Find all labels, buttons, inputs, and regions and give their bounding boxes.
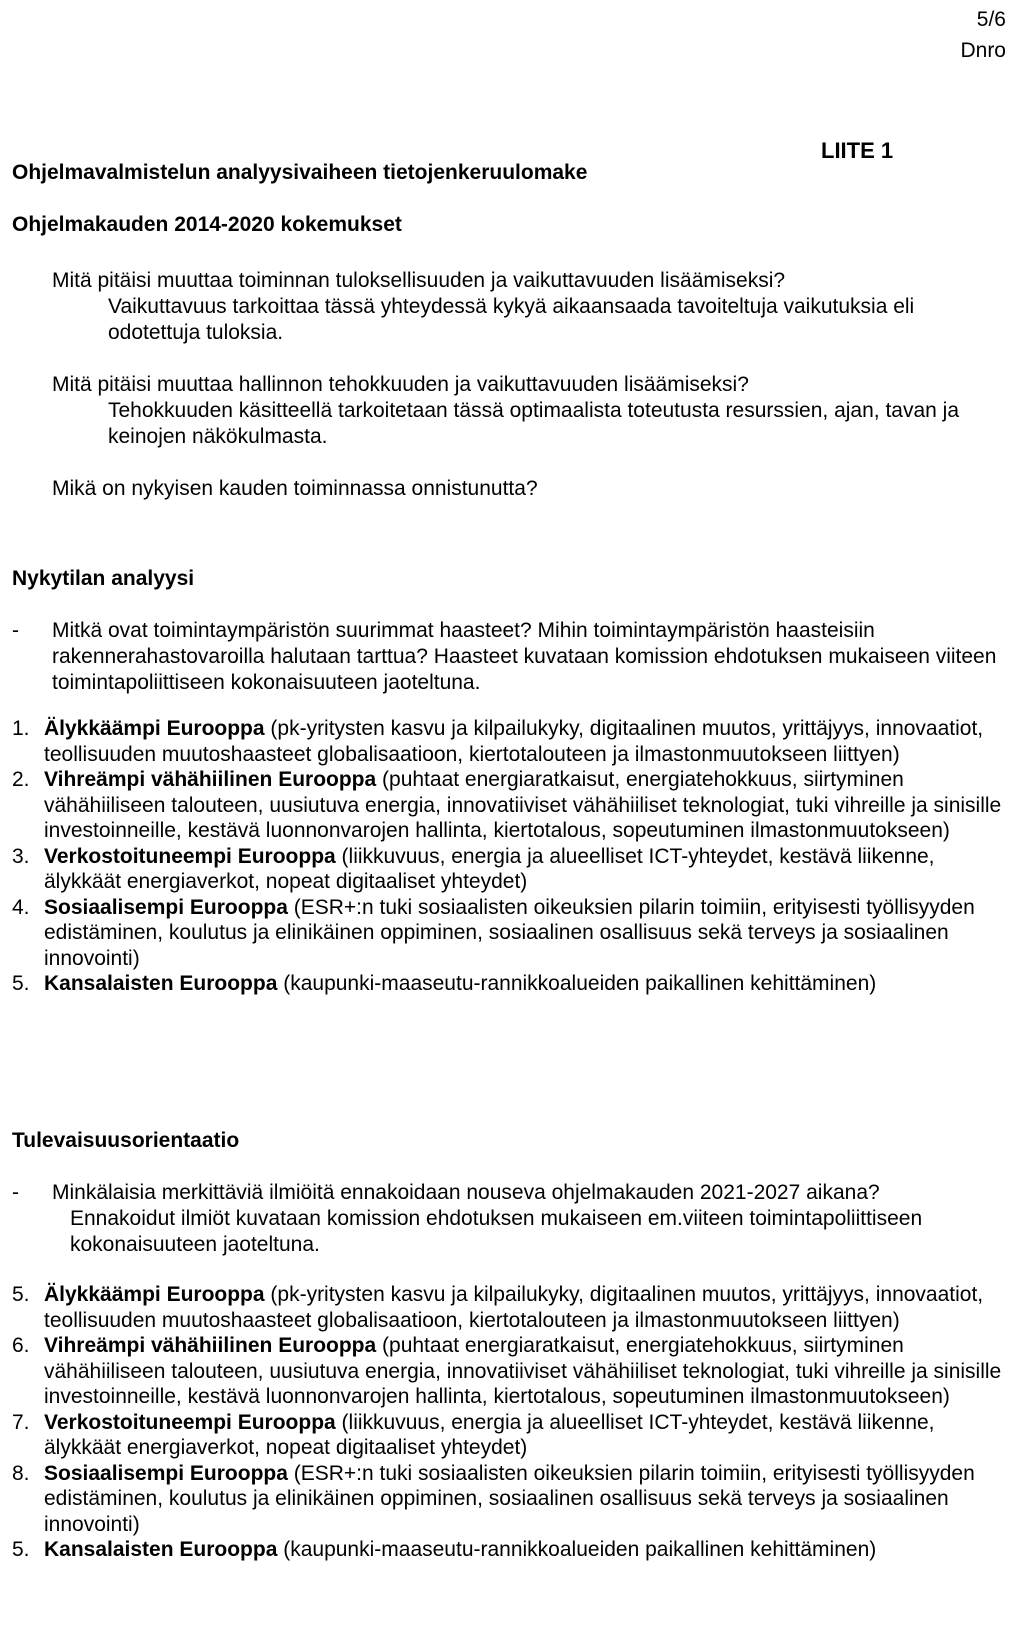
- list-item: [12, 1537, 1002, 1563]
- list-dash: -: [12, 619, 19, 642]
- question-text: Mikä on nykyisen kauden toiminnassa onnistunutta?: [52, 477, 538, 500]
- item-description: (kaupunki-maaseutu-rannikkoalueiden paikallinen kehittäminen): [277, 1538, 877, 1561]
- item-title: Verkostoituneempi Eurooppa: [44, 844, 336, 868]
- section-heading-current-state: Nykytilan analyysi: [12, 567, 195, 590]
- item-title: Kansalaisten Eurooppa: [44, 972, 278, 995]
- item-title: Sosiaalisempi Eurooppa: [44, 1461, 288, 1485]
- question-clarification: Ennakoidut ilmiöt kuvataan komission ehdotuksen mukaiseen em.viiteen toimintapoliittiseen kokonaisuuteen jaoteltuna.: [70, 1207, 923, 1256]
- list-item: [12, 767, 1002, 844]
- question-text: Mitä pitäisi muuttaa toiminnan tuloksellisuuden ja vaikuttavuuden lisäämiseksi?: [52, 269, 786, 292]
- item-description: (ESR+:n tuki sosiaalisten oikeuksien pilarin toimiin, erityisesti työllisyyden edistäminen, koulutus ja elinikäinen oppiminen, sosiaalinen osallisuus sekä terveys ja sosiaalinen innovointi): [44, 895, 975, 970]
- policy-objectives-list-current: [12, 716, 1002, 997]
- page-number: 5/6: [976, 8, 1006, 31]
- item-number: 5.: [12, 972, 30, 995]
- list-item: [12, 1282, 1002, 1333]
- page-header: [960, 4, 1006, 66]
- list-item: [12, 716, 1002, 767]
- document-number-label: Dnro: [960, 39, 1006, 62]
- list-item: [12, 895, 1002, 972]
- item-number: 7.: [12, 1410, 30, 1434]
- item-number: 8.: [12, 1461, 30, 1485]
- item-title: Sosiaalisempi Eurooppa: [44, 895, 288, 919]
- item-description: (ESR+:n tuki sosiaalisten oikeuksien pilarin toimiin, erityisesti työllisyyden edistäminen, koulutus ja elinikäinen oppiminen, sosiaalinen osallisuus sekä terveys ja sosiaalinen innovointi): [44, 1461, 975, 1536]
- item-description: (pk-yritysten kasvu ja kilpailukyky, digitaalinen muutos, yrittäjyys, innovaatiot, teollisuuden muutoshaasteet globalisaatioon, kiertotalouteen ja ilmastonmuutokseen liittyen): [44, 1283, 984, 1332]
- list-item: [12, 971, 1002, 997]
- question-text: Mitä pitäisi muuttaa hallinnon tehokkuuden ja vaikuttavuuden lisäämiseksi?: [52, 373, 749, 396]
- section-heading-experiences: Ohjelmakauden 2014-2020 kokemukset: [12, 213, 402, 236]
- item-number: 3.: [12, 844, 30, 868]
- item-description: (liikkuvuus, energia ja alueelliset ICT-yhteydet, kestävä liikenne, älykkäät energiaverkot, nopeat digitaaliset yhteydet): [44, 1410, 935, 1459]
- list-item: [12, 1333, 1002, 1410]
- list-item: [12, 844, 1002, 895]
- item-number: 5.: [12, 1283, 30, 1306]
- question-administration: [52, 372, 992, 450]
- item-title: Kansalaisten Eurooppa: [44, 1538, 278, 1561]
- question-text: Mitkä ovat toimintaympäristön suurimmat haasteet? Mihin toimintaympäristön haasteisiin rakennerahastovaroilla halutaan tarttua? Haasteet kuvataan komission ehdotuksen mukaiseen viiteen toimintapoliittiseen kokonaisuuteen jaoteltuna.: [52, 619, 997, 694]
- item-number: 1.: [12, 717, 30, 740]
- item-description: (puhtaat energiaratkaisut, energiatehokkuus, siirtyminen vähähiiliseen talouteen, uusiutuva energia, innovatiiviset vähähiiliset teknologiat, tuki vihreille ja sinisille investoinneille, kestävä luonnonvarojen hallinta, kiertotalous, sopeutuminen ilmastonmuutokseen): [44, 1334, 1002, 1408]
- section-heading-future-orientation: Tulevaisuusorientaatio: [12, 1129, 240, 1152]
- question-phenomena: [12, 1180, 1002, 1258]
- appendix-label: LIITE 1: [821, 138, 894, 163]
- item-description: (liikkuvuus, energia ja alueelliset ICT-yhteydet, kestävä liikenne, älykkäät energiaverkot, nopeat digitaaliset yhteydet): [44, 844, 935, 893]
- policy-objectives-list-future: [12, 1282, 1002, 1563]
- item-description: (puhtaat energiaratkaisut, energiatehokkuus, siirtyminen vähähiiliseen talouteen, uusiutuva energia, innovatiiviset vähähiiliset teknologiat, tuki vihreille ja sinisille investoinneille, kestävä luonnonvarojen hallinta, kiertotalous, sopeutuminen ilmastonmuutokseen): [44, 768, 1002, 842]
- item-title: Vihreämpi vähähiilinen Eurooppa: [44, 768, 377, 791]
- list-item: [12, 1410, 1002, 1461]
- item-title: Verkostoituneempi Eurooppa: [44, 1410, 336, 1434]
- item-number: 4.: [12, 895, 30, 919]
- question-clarification: Tehokkuuden käsitteellä tarkoitetaan tässä optimaalista toteutusta resurssien, ajan, tavan ja keinojen näkökulmasta.: [108, 399, 960, 448]
- question-effectiveness: [52, 268, 992, 346]
- item-title: Älykkäämpi Eurooppa: [44, 1283, 265, 1306]
- question-success: [52, 476, 992, 502]
- item-title: Vihreämpi vähähiilinen Eurooppa: [44, 1334, 377, 1357]
- item-number: 6.: [12, 1334, 30, 1357]
- question-clarification: Vaikuttavuus tarkoittaa tässä yhteydessä kykyä aikaansaada tavoiteltuja vaikutuksia eli odotettuja tuloksia.: [108, 295, 915, 344]
- item-number: 5.: [12, 1538, 30, 1561]
- item-number: 2.: [12, 768, 30, 791]
- question-challenges: [12, 618, 1002, 696]
- item-title: Älykkäämpi Eurooppa: [44, 717, 265, 740]
- item-description: (kaupunki-maaseutu-rannikkoalueiden paikallinen kehittäminen): [277, 972, 877, 995]
- list-dash: -: [12, 1181, 19, 1204]
- item-description: (pk-yritysten kasvu ja kilpailukyky, digitaalinen muutos, yrittäjyys, innovaatiot, teollisuuden muutoshaasteet globalisaatioon, kiertotalouteen ja ilmastonmuutokseen liittyen): [44, 717, 984, 766]
- question-text: Minkälaisia merkittäviä ilmiöitä ennakoidaan nouseva ohjelmakauden 2021-2027 aikana?: [52, 1181, 880, 1204]
- list-item: [12, 1461, 1002, 1538]
- document-title: Ohjelmavalmistelun analyysivaiheen tietojenkeruulomake: [12, 161, 588, 184]
